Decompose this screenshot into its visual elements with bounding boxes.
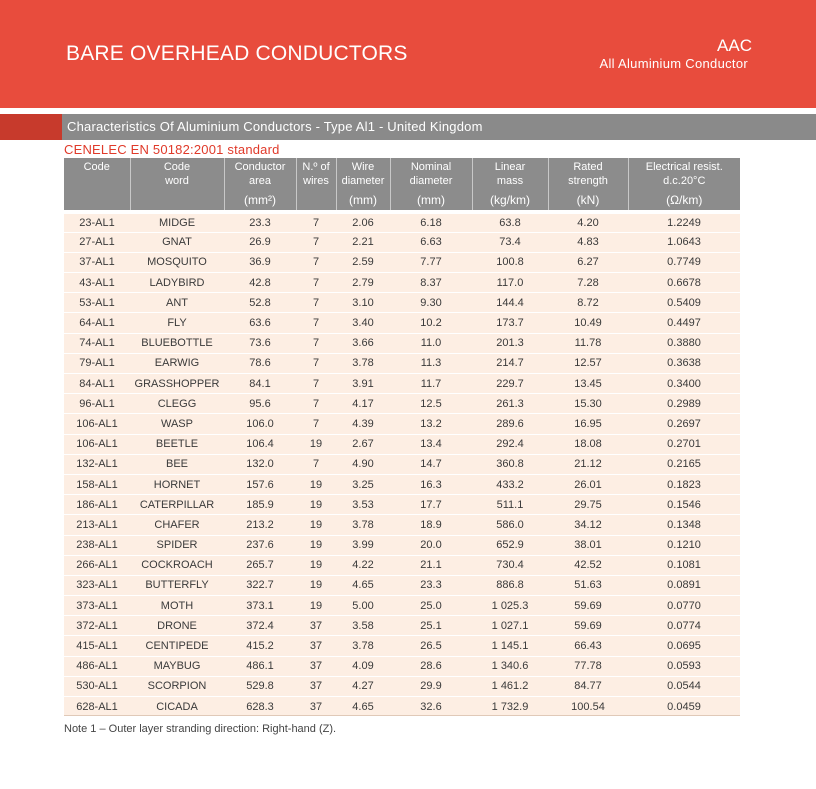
column-unit: (Ω/km) — [628, 192, 740, 212]
table-cell: CHAFER — [130, 515, 224, 535]
table-cell: 32.6 — [390, 697, 472, 717]
table-cell: 18.9 — [390, 515, 472, 535]
table-cell: COCKROACH — [130, 555, 224, 575]
table-row — [64, 333, 740, 353]
table-cell: 19 — [296, 474, 336, 494]
table-cell: 185.9 — [224, 495, 296, 515]
table-cell: 7 — [296, 232, 336, 252]
table-cell: 78.6 — [224, 353, 296, 373]
table-row — [64, 434, 740, 454]
table-cell: 0.2989 — [628, 394, 740, 414]
table-cell: 2.06 — [336, 212, 390, 232]
table-cell: MOSQUITO — [130, 252, 224, 272]
column-header-line1: Code — [163, 161, 191, 173]
product-subtitle: All Aluminium Conductor — [599, 56, 748, 71]
table-cell: 0.0695 — [628, 636, 740, 656]
table-cell: DRONE — [130, 616, 224, 636]
table-cell: CICADA — [130, 697, 224, 717]
column-header-line1: Conductor — [234, 161, 286, 173]
column-header — [548, 158, 628, 192]
column-header — [472, 158, 548, 192]
column-header-line2: word — [165, 175, 189, 187]
table-cell: 7 — [296, 212, 336, 232]
column-header — [296, 158, 336, 192]
column-header-line2: diameter — [341, 175, 385, 187]
table-cell: 7 — [296, 394, 336, 414]
table-cell: CLEGG — [130, 394, 224, 414]
table-cell: 0.5409 — [628, 293, 740, 313]
column-unit: (kg/km) — [472, 192, 548, 212]
table-cell: 79-AL1 — [64, 353, 130, 373]
table-body — [64, 212, 740, 717]
table-cell: 373-AL1 — [64, 596, 130, 616]
table-cell: 3.25 — [336, 474, 390, 494]
table-cell: 23.3 — [224, 212, 296, 232]
table-cell: 0.3400 — [628, 374, 740, 394]
table-cell: 37 — [296, 656, 336, 676]
table-row — [64, 414, 740, 434]
table-cell: 213.2 — [224, 515, 296, 535]
column-header — [224, 158, 296, 192]
table-cell: 13.45 — [548, 374, 628, 394]
table-cell: 59.69 — [548, 596, 628, 616]
table-cell: GRASSHOPPER — [130, 374, 224, 394]
table-cell: 34.12 — [548, 515, 628, 535]
table-cell: BLUEBOTTLE — [130, 333, 224, 353]
column-unit: (mm) — [336, 192, 390, 212]
table-cell: 2.67 — [336, 434, 390, 454]
table-cell: 15.30 — [548, 394, 628, 414]
table-cell: 373.1 — [224, 596, 296, 616]
table-row — [64, 474, 740, 494]
table-cell: 372-AL1 — [64, 616, 130, 636]
table-cell: 486.1 — [224, 656, 296, 676]
table-cell: 3.40 — [336, 313, 390, 333]
table-row — [64, 212, 740, 232]
table-cell: 0.0774 — [628, 616, 740, 636]
table-cell: 11.78 — [548, 333, 628, 353]
table-cell: 7 — [296, 273, 336, 293]
table-cell: 73.4 — [472, 232, 548, 252]
table-row — [64, 535, 740, 555]
table-cell: 51.63 — [548, 575, 628, 595]
table-cell: 37 — [296, 676, 336, 696]
table-cell: 0.0459 — [628, 697, 740, 717]
table-cell: 37 — [296, 616, 336, 636]
table-cell: 42.8 — [224, 273, 296, 293]
column-unit — [296, 192, 336, 212]
column-unit: (mm²) — [224, 192, 296, 212]
table-cell: SCORPION — [130, 676, 224, 696]
table-cell: 52.8 — [224, 293, 296, 313]
table-cell: 652.9 — [472, 535, 548, 555]
table-cell: 415-AL1 — [64, 636, 130, 656]
table-cell: WASP — [130, 414, 224, 434]
table-cell: 0.1210 — [628, 535, 740, 555]
table-cell: 7 — [296, 313, 336, 333]
column-header — [628, 158, 740, 192]
table-cell: 2.21 — [336, 232, 390, 252]
table-cell: 100.8 — [472, 252, 548, 272]
table-cell: 511.1 — [472, 495, 548, 515]
header-banner — [0, 0, 816, 108]
table-cell: 37 — [296, 636, 336, 656]
table-cell: 74-AL1 — [64, 333, 130, 353]
table-cell: 11.3 — [390, 353, 472, 373]
table-cell: ANT — [130, 293, 224, 313]
table-cell: MIDGE — [130, 212, 224, 232]
table-cell: 42.52 — [548, 555, 628, 575]
table-row — [64, 555, 740, 575]
table-row — [64, 616, 740, 636]
table-cell: 25.1 — [390, 616, 472, 636]
table-cell: 261.3 — [472, 394, 548, 414]
table-cell: 38.01 — [548, 535, 628, 555]
table-row — [64, 656, 740, 676]
conductor-table — [64, 158, 740, 717]
table-cell: 372.4 — [224, 616, 296, 636]
table-cell: 63.6 — [224, 313, 296, 333]
column-header — [336, 158, 390, 192]
table-cell: 3.78 — [336, 353, 390, 373]
table-cell: 7 — [296, 252, 336, 272]
table-cell: 0.0770 — [628, 596, 740, 616]
table-cell: 530-AL1 — [64, 676, 130, 696]
table-cell: 6.18 — [390, 212, 472, 232]
table-cell: 19 — [296, 575, 336, 595]
table-cell: 1 732.9 — [472, 697, 548, 717]
table-cell: 4.27 — [336, 676, 390, 696]
table-cell: 1.2249 — [628, 212, 740, 232]
table-cell: 266-AL1 — [64, 555, 130, 575]
standard-label: CENELEC EN 50182:2001 standard — [64, 142, 280, 157]
table-cell: 433.2 — [472, 474, 548, 494]
footnote: Note 1 – Outer layer stranding direction: Right-hand (Z). — [64, 723, 337, 735]
table-cell: 628.3 — [224, 697, 296, 717]
table-cell: 0.1348 — [628, 515, 740, 535]
table-cell: HORNET — [130, 474, 224, 494]
column-header — [130, 158, 224, 192]
table-cell: 19 — [296, 434, 336, 454]
table-cell: 21.1 — [390, 555, 472, 575]
table-cell: 265.7 — [224, 555, 296, 575]
table-cell: 7 — [296, 454, 336, 474]
table-cell: BUTTERFLY — [130, 575, 224, 595]
table-cell: 730.4 — [472, 555, 548, 575]
column-header-line1: Code — [83, 161, 110, 173]
table-cell: 12.5 — [390, 394, 472, 414]
table-cell: 3.78 — [336, 515, 390, 535]
table-cell: 7 — [296, 353, 336, 373]
table-cell: 201.3 — [472, 333, 548, 353]
table-cell: 13.2 — [390, 414, 472, 434]
table-cell: 14.7 — [390, 454, 472, 474]
table-cell: 13.4 — [390, 434, 472, 454]
column-header-line1: Wire — [351, 161, 375, 173]
table-cell: 9.30 — [390, 293, 472, 313]
table-cell: 117.0 — [472, 273, 548, 293]
table-cell: 28.6 — [390, 656, 472, 676]
table-cell: 4.09 — [336, 656, 390, 676]
table-cell: 7 — [296, 333, 336, 353]
table-row — [64, 575, 740, 595]
page-title: BARE OVERHEAD CONDUCTORS — [66, 42, 408, 65]
table-header-row — [64, 158, 740, 192]
table-cell: 1 145.1 — [472, 636, 548, 656]
table-cell: 63.8 — [472, 212, 548, 232]
table-cell: SPIDER — [130, 535, 224, 555]
table-cell: 11.7 — [390, 374, 472, 394]
table-row — [64, 232, 740, 252]
table-cell: 7.28 — [548, 273, 628, 293]
table-cell: 3.53 — [336, 495, 390, 515]
table-cell: 95.6 — [224, 394, 296, 414]
table-cell: 19 — [296, 555, 336, 575]
table-cell: 3.91 — [336, 374, 390, 394]
table-cell: 7 — [296, 374, 336, 394]
table-cell: 10.49 — [548, 313, 628, 333]
table-cell: 0.4497 — [628, 313, 740, 333]
table-cell: 7.77 — [390, 252, 472, 272]
table-cell: 18.08 — [548, 434, 628, 454]
table-cell: 4.39 — [336, 414, 390, 434]
table-cell: 106.0 — [224, 414, 296, 434]
section-heading: Characteristics Of Aluminium Conductors - Type Al1 - United Kingdom — [67, 119, 483, 134]
table-cell: 186-AL1 — [64, 495, 130, 515]
table-cell: 0.1823 — [628, 474, 740, 494]
table-cell: 20.0 — [390, 535, 472, 555]
product-code: AAC — [717, 36, 752, 55]
table-cell: 586.0 — [472, 515, 548, 535]
column-header-line2: diameter — [409, 175, 453, 187]
table-cell: 229.7 — [472, 374, 548, 394]
column-header-line2: mass — [496, 175, 524, 187]
table-cell: 238-AL1 — [64, 535, 130, 555]
table-cell: 2.79 — [336, 273, 390, 293]
table-cell: 3.78 — [336, 636, 390, 656]
column-header — [390, 158, 472, 192]
table-cell: 292.4 — [472, 434, 548, 454]
table-row — [64, 495, 740, 515]
table-cell: 77.78 — [548, 656, 628, 676]
table-cell: 29.75 — [548, 495, 628, 515]
table-cell: 1.0643 — [628, 232, 740, 252]
table-cell: 0.3638 — [628, 353, 740, 373]
table-cell: 132-AL1 — [64, 454, 130, 474]
table-cell: 25.0 — [390, 596, 472, 616]
table-cell: 4.90 — [336, 454, 390, 474]
table-cell: 3.99 — [336, 535, 390, 555]
table-cell: 144.4 — [472, 293, 548, 313]
table-cell: 66.43 — [548, 636, 628, 656]
table-cell: 0.0891 — [628, 575, 740, 595]
table-cell: 4.65 — [336, 697, 390, 717]
table-cell: 4.83 — [548, 232, 628, 252]
table-cell: 16.95 — [548, 414, 628, 434]
table-cell: 0.1081 — [628, 555, 740, 575]
table-cell: 3.66 — [336, 333, 390, 353]
table-cell: 1 340.6 — [472, 656, 548, 676]
table-cell: 213-AL1 — [64, 515, 130, 535]
table-cell: 23-AL1 — [64, 212, 130, 232]
table-cell: 1 025.3 — [472, 596, 548, 616]
table-row — [64, 293, 740, 313]
table-cell: 214.7 — [472, 353, 548, 373]
column-header-line2: strength — [568, 175, 608, 187]
table-cell: 19 — [296, 495, 336, 515]
table-cell: 8.72 — [548, 293, 628, 313]
table-cell: 132.0 — [224, 454, 296, 474]
table-cell: 157.6 — [224, 474, 296, 494]
table-cell: 360.8 — [472, 454, 548, 474]
table-cell: 7 — [296, 414, 336, 434]
table-cell: 17.7 — [390, 495, 472, 515]
column-header-line2: area — [248, 175, 272, 187]
table-row — [64, 252, 740, 272]
table-cell: BEE — [130, 454, 224, 474]
column-unit: (kN) — [548, 192, 628, 212]
column-header — [64, 158, 130, 192]
table-cell: 0.0593 — [628, 656, 740, 676]
table-cell: 6.27 — [548, 252, 628, 272]
table-cell: 323-AL1 — [64, 575, 130, 595]
table-row — [64, 515, 740, 535]
table-cell: 0.1546 — [628, 495, 740, 515]
table-row — [64, 454, 740, 474]
table-cell: 237.6 — [224, 535, 296, 555]
table-cell: 59.69 — [548, 616, 628, 636]
table-row — [64, 273, 740, 293]
column-unit: (mm) — [390, 192, 472, 212]
column-unit — [64, 192, 130, 212]
table-row — [64, 394, 740, 414]
table-cell: 21.12 — [548, 454, 628, 474]
table-cell: 1 027.1 — [472, 616, 548, 636]
table-cell: BEETLE — [130, 434, 224, 454]
column-header-line1: Linear — [494, 161, 526, 173]
table-cell: 106-AL1 — [64, 414, 130, 434]
table-cell: 5.00 — [336, 596, 390, 616]
table-cell: 73.6 — [224, 333, 296, 353]
table-cell: 1 461.2 — [472, 676, 548, 696]
table-units-row — [64, 192, 740, 212]
table-cell: 29.9 — [390, 676, 472, 696]
table-cell: GNAT — [130, 232, 224, 252]
column-header-line1: N.º of — [302, 161, 330, 173]
table-cell: 64-AL1 — [64, 313, 130, 333]
table-cell: 19 — [296, 535, 336, 555]
table-cell: 37-AL1 — [64, 252, 130, 272]
column-header-line1: Electrical resist. — [645, 161, 723, 173]
column-unit — [130, 192, 224, 212]
table-cell: 322.7 — [224, 575, 296, 595]
table-cell: 23.3 — [390, 575, 472, 595]
table-cell: CENTIPEDE — [130, 636, 224, 656]
table-bottom-rule — [64, 715, 740, 716]
table-cell: 3.58 — [336, 616, 390, 636]
table-cell: 106.4 — [224, 434, 296, 454]
table-cell: 84-AL1 — [64, 374, 130, 394]
table-cell: 100.54 — [548, 697, 628, 717]
table-row — [64, 353, 740, 373]
table-row — [64, 596, 740, 616]
table-cell: FLY — [130, 313, 224, 333]
table-cell: 529.8 — [224, 676, 296, 696]
table-cell: 3.10 — [336, 293, 390, 313]
table-cell: 7 — [296, 293, 336, 313]
table-cell: 4.22 — [336, 555, 390, 575]
table-cell: 486-AL1 — [64, 656, 130, 676]
table-cell: 106-AL1 — [64, 434, 130, 454]
table-cell: 12.57 — [548, 353, 628, 373]
table-cell: 0.7749 — [628, 252, 740, 272]
table-cell: EARWIG — [130, 353, 224, 373]
table-cell: 4.65 — [336, 575, 390, 595]
section-accent-tab — [0, 114, 62, 140]
table-cell: 27-AL1 — [64, 232, 130, 252]
table-cell: MAYBUG — [130, 656, 224, 676]
table-cell: 0.2697 — [628, 414, 740, 434]
table-row — [64, 676, 740, 696]
table-row — [64, 697, 740, 717]
column-header-line2: wires — [303, 175, 329, 187]
table-cell: 53-AL1 — [64, 293, 130, 313]
table-cell: 628-AL1 — [64, 697, 130, 717]
table-cell: 0.6678 — [628, 273, 740, 293]
table-cell: 19 — [296, 596, 336, 616]
table-cell: 4.17 — [336, 394, 390, 414]
column-header-line1: Rated — [573, 161, 603, 173]
table-cell: 10.2 — [390, 313, 472, 333]
column-header-line2: d.c.20°C — [663, 175, 706, 187]
table-cell: 0.3880 — [628, 333, 740, 353]
table-row — [64, 636, 740, 656]
table-cell: 37 — [296, 697, 336, 717]
table-cell: 415.2 — [224, 636, 296, 656]
table-cell: 4.20 — [548, 212, 628, 232]
table-cell: 26.5 — [390, 636, 472, 656]
table-cell: 158-AL1 — [64, 474, 130, 494]
table-cell: 11.0 — [390, 333, 472, 353]
table-cell: 16.3 — [390, 474, 472, 494]
table-cell: 26.01 — [548, 474, 628, 494]
column-header-line1: Nominal — [410, 161, 452, 173]
table-cell: 2.59 — [336, 252, 390, 272]
table-cell: 84.1 — [224, 374, 296, 394]
table-cell: 0.2165 — [628, 454, 740, 474]
table-cell: CATERPILLAR — [130, 495, 224, 515]
table-cell: 886.8 — [472, 575, 548, 595]
table-cell: 6.63 — [390, 232, 472, 252]
table-cell: 36.9 — [224, 252, 296, 272]
table-cell: 173.7 — [472, 313, 548, 333]
table-row — [64, 313, 740, 333]
table-cell: 8.37 — [390, 273, 472, 293]
table-cell: 96-AL1 — [64, 394, 130, 414]
table-cell: LADYBIRD — [130, 273, 224, 293]
table-cell: MOTH — [130, 596, 224, 616]
table-cell: 289.6 — [472, 414, 548, 434]
table-cell: 43-AL1 — [64, 273, 130, 293]
table-cell: 0.0544 — [628, 676, 740, 696]
table-cell: 0.2701 — [628, 434, 740, 454]
table-cell: 26.9 — [224, 232, 296, 252]
table-row — [64, 374, 740, 394]
table-cell: 84.77 — [548, 676, 628, 696]
table-cell: 19 — [296, 515, 336, 535]
